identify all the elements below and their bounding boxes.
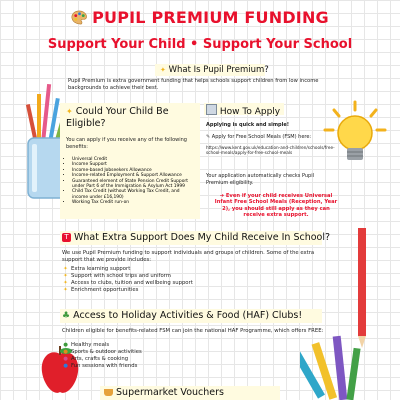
list-item: ● Sports & outdoor activities [63,349,142,355]
list-item: • Income-based Jobseekers Allowance [72,168,196,173]
extra-list [62,266,262,294]
apply-note: Your application automatically checks Pupil Premium eligibility. [206,173,314,186]
list-item: ● Healthy meals [63,342,110,348]
vouchers-heading: Supermarket Vouchers [104,387,224,398]
list-item: ● Fun sessions with friends [63,363,138,369]
title-text: PUPIL PREMIUM FUNDING [92,8,329,27]
eligible-lead: You can apply if you receive any of the following benefits: [66,137,187,150]
list-item: ✦ Support with school trips and uniform [63,273,171,279]
list-item: • Working Tax Credit run-on [72,200,196,205]
list-item: • Income Support [72,162,196,167]
benefits-list [66,157,196,206]
apply-lead: Applying is quick and simple! [206,122,290,128]
intro-heading: ✦ What Is Pupil Premium? [160,65,269,75]
haf-heading: ♣ Access to Holiday Activities & Food (HAF) Clubs! [62,310,303,321]
memo-icon [206,104,217,115]
palette-icon [71,10,88,25]
apply-heading: How To Apply [206,104,280,117]
list-item: • Guaranteed element of State Pension Credit Support under Part 6 of the Immigration & Asylum Act 1999 [72,179,196,190]
haf-lead: Children eligible for benefits-related FSM can join the national HAF Programme, which offers FREE: [62,328,324,334]
t-letter-icon: T [62,233,71,242]
extra-heading: T What Extra Support Does My Child Receive In School? [62,232,330,243]
haf-list [62,342,262,370]
sparkle-icon: ✦ [66,107,73,116]
apply-step: ✎ Apply for Free School Meals (FSM) here: [206,134,312,140]
basket-icon [104,389,113,396]
page-subtitle: Support Your Child • Support Your School [47,37,353,52]
list-item: ● Arts, crafts & cooking [63,356,129,362]
eligible-heading: ✦ Could Your Child Be Eligible? [66,106,169,129]
intro-text: Pupil Premium is extra government funding that helps schools support children from low income backgrounds to achieve their best. [68,78,319,91]
apply-highlight: ➜ Even if your child receives Universal Infant Free School Meals (Reception, Year 2), you should still apply as they can receive extra support. [214,193,338,219]
list-item: • Universal Credit [72,157,196,162]
list-item: • Child Tax Credit (without Working Tax Credit, and income under £16,190) [72,189,196,200]
list-item: ✦ Access to clubs, tuition and wellbeing support [63,280,193,286]
apply-url-link[interactable]: https://www.kent.gov.uk/education-and-children/schools/free-school-meals/apply-for-free-school-meals [206,145,335,156]
page-title [0,8,400,27]
list-item: • Income-related Employment & Support Allowance [72,173,196,178]
tree-icon: ♣ [62,311,71,321]
extra-lead: We use Pupil Premium funding to support individuals and groups of children. Some of the extra support that we provide includes: [62,250,315,263]
pencils-icon [300,330,366,400]
list-item: ✦ Enrichment opportunities [63,287,139,293]
list-item: ✦ Extra learning support [63,266,131,272]
sparkle-icon: ✦ [160,66,166,74]
